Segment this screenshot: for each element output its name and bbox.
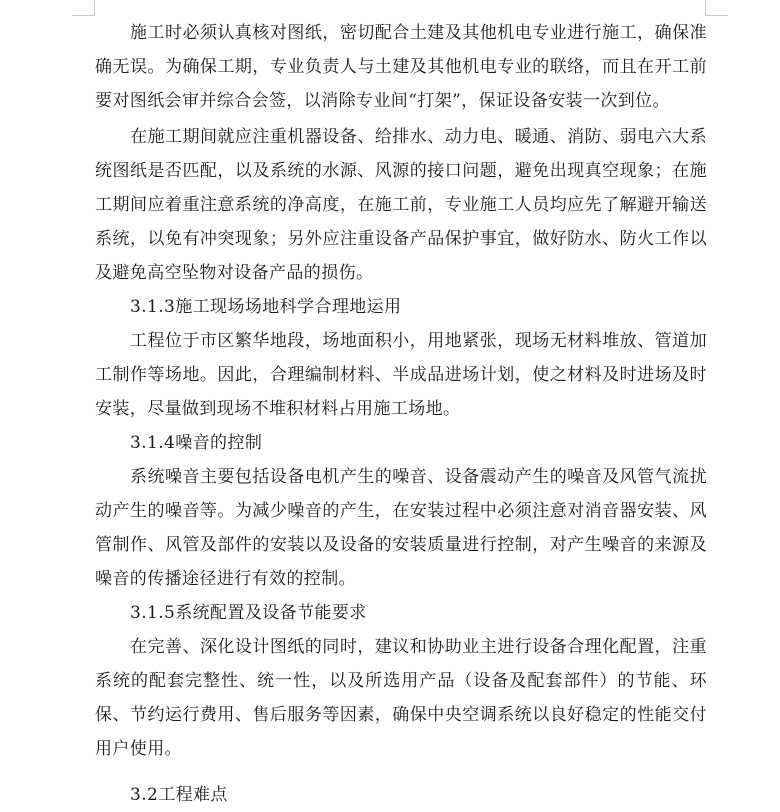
heading-3-1-3: 3.1.3施工现场场地科学合理地运用 <box>130 297 402 317</box>
paragraph-energy-saving: 在完善、深化设计图纸的同时，建议和协助业主进行设备合理化配置，注重系统的配套完整性、统一性，以及所选用产品（设备及配套部件）的节能、环保、节约运行费用、售后服务等因素，确保中央空调系统以良好稳定的性能交付用户使用。 <box>95 637 707 759</box>
crop-mark-right-vertical <box>705 0 706 16</box>
heading-3-1-5: 3.1.5系统配置及设备节能要求 <box>130 603 367 623</box>
paragraph-system-coordination: 在施工期间就应注重机器设备、给排水、动力电、暖通、消防、弱电六大系统图纸是否匹配，以及系统的水源、风源的接口问题，避免出现真空现象；在施工期间应着重注意系统的净高度，在施工前，专业施工人员均应先了解避开输送系统，以免有冲突现象；另外应注重设备产品保护事宜，做好防水、防火工作以及避免高空坠物对设备产品的损伤。 <box>95 127 707 283</box>
heading-3-2: 3.2工程难点 <box>130 785 228 805</box>
document-page <box>95 16 707 812</box>
paragraph-site-usage: 工程位于市区繁华地段，场地面积小，用地紧张，现场无材料堆放、管道加工制作等场地。因此，合理编制材料、半成品进场计划，使之材料及时进场及时安装，尽量做到现场不堆积材料占用施工场地。 <box>95 331 707 419</box>
paragraph-drawing-check: 施工时必须认真核对图纸，密切配合土建及其他机电专业进行施工，确保准确无误。为确保工期，专业负责人与土建及其他机电专业的联络，而且在开工前要对图纸会审并综合会签，以消除专业间“打架”，保证设备安装一次到位。 <box>95 23 707 111</box>
paragraph-noise-control: 系统噪音主要包括设备电机产生的噪音、设备震动产生的噪音及风管气流扰动产生的噪音等。为减少噪音的产生，在安装过程中必须注意对消音器安装、风管制作、风管及部件的安装以及设备的安装质量进行控制，对产生噪音的来源及噪音的传播途径进行有效的控制。 <box>95 467 707 589</box>
crop-mark-left-horizontal <box>72 15 95 16</box>
heading-3-1-4: 3.1.4噪音的控制 <box>130 433 263 453</box>
crop-mark-right-horizontal <box>705 15 728 16</box>
crop-mark-left-vertical <box>94 0 95 16</box>
